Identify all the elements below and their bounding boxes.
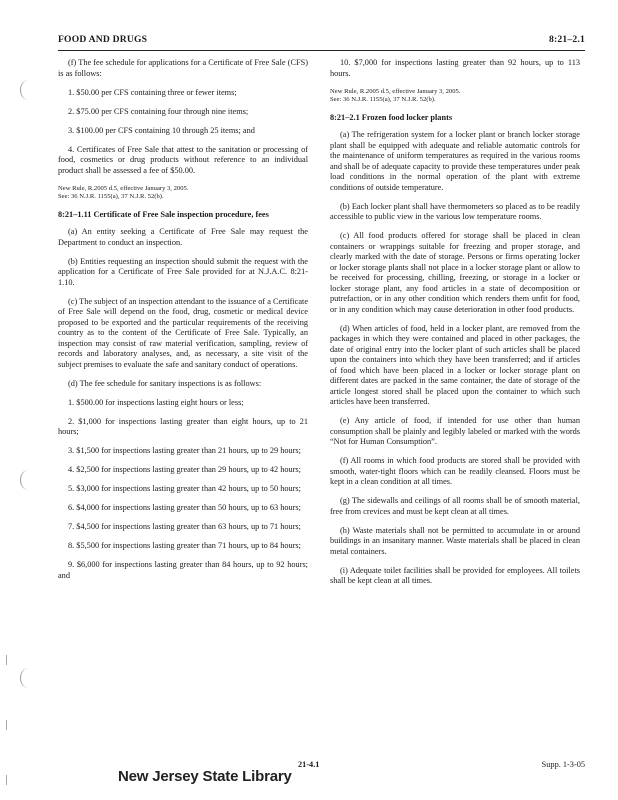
paragraph: (e) Any article of food, if intended for use other than human consumption shall be plainly and legibly labeled or marked with the words “Not for Human Consumption”. <box>330 416 580 447</box>
hole-punch-mark <box>20 668 37 688</box>
paragraph: (a) The refrigeration system for a locker plant or branch locker storage plant shall be equipped with adequate and reliable automatic controls for the maintenance of uniform temperatures as required in the various rooms and shall be of adequate capacity to provide these temperatures under peak load conditions in the normal operation of the plant with extreme conditions of outside temperature. <box>330 130 580 192</box>
list-item: 6. $4,000 for inspections lasting greater than 50 hours, up to 63 hours; <box>68 503 301 513</box>
margin-tick <box>6 775 7 785</box>
header-title: FOOD AND DRUGS <box>58 34 148 45</box>
citation <box>58 185 308 201</box>
citation-line: New Rule, R.2005 d.5, effective January 3, 2005. <box>58 184 189 192</box>
paragraph: (f) All rooms in which food products are stored shall be provided with smooth, water-tight floors which can be readily cleansed. Floors must be kept in a clean condition at all times. <box>330 456 580 487</box>
list-item: 7. $4,500 for inspections lasting greater than 63 hours, up to 71 hours; <box>68 522 301 532</box>
citation-line: See: 36 N.J.R. 1155(a), 37 N.J.R. 52(b). <box>330 95 436 103</box>
list-item: 3. $100.00 per CFS containing 10 through 25 items; and <box>68 125 255 135</box>
citation-line: See: 36 N.J.R. 1155(a), 37 N.J.R. 52(b). <box>58 192 164 200</box>
header-rule <box>58 50 585 51</box>
list-item: 8. $5,500 for inspections lasting greater than 71 hours, up to 84 hours; <box>68 541 301 551</box>
supplement-date: Supp. 1-3-05 <box>541 760 585 769</box>
list-item: 2. $75.00 per CFS containing four through nine items; <box>68 106 249 116</box>
paragraph: (d) When articles of food, held in a locker plant, are removed from the packages in which they were contained and placed in other packages, the date of original entry into the locker plant of such articles shall be placed upon the containers into which they have been transferred; and if articles of food which have been placed in a locker or locker storage plant on different dates are packed in the same container, the date of storage of the article longest stored shall be placed upon the container to which such articles have been transferred. <box>330 323 580 407</box>
hole-punch-mark <box>20 470 37 490</box>
margin-tick <box>6 720 7 730</box>
list-item: 1. $50.00 per CFS containing three or fewer items; <box>68 87 237 97</box>
running-header <box>58 34 585 45</box>
hole-punch-mark <box>20 80 37 100</box>
paragraph: (b) Entities requesting an inspection should submit the request with the application for a Certificate of Free Sale provided for at N.J.A.C. 8:21-1.10. <box>58 256 308 287</box>
list-item: 4. $2,500 for inspections lasting greater than 29 hours, up to 42 hours; <box>68 465 301 475</box>
paragraph: (d) The fee schedule for sanitary inspections is as follows: <box>68 378 262 388</box>
list-item: 9. $6,000 for inspections lasting greater than 84 hours, up to 92 hours; and <box>58 560 308 580</box>
list-item: 3. $1,500 for inspections lasting greater than 21 hours, up to 29 hours; <box>68 446 301 456</box>
header-section: 8:21–2.1 <box>549 34 585 45</box>
left-column <box>58 58 308 590</box>
section-heading: 8:21–2.1 Frozen food locker plants <box>330 112 453 122</box>
library-stamp: New Jersey State Library <box>118 768 292 785</box>
paragraph: (i) Adequate toilet facilities shall be provided for employees. All toilets shall be kept clean at all times. <box>330 565 580 586</box>
paragraph: (a) An entity seeking a Certificate of Free Sale may request the Department to conduct an inspection. <box>58 227 308 247</box>
citation-line: New Rule, R.2005 d.5, effective January 3, 2005. <box>330 87 461 95</box>
paragraph: (c) The subject of an inspection attendant to the issuance of a Certificate of Free Sale will depend on the food, drug, cosmetic or medical device proposed to be exported and the particular requirements of the receiving country as to the content of the Certificate of Free Sale. Typically, an inspection may consist of raw material verification, sampling, review of records and laboratory analyses, and, as necessary, a site visit of the subject premises to evaluate the safe and sanitary conduct of operations. <box>58 296 308 369</box>
paragraph: (h) Waste materials shall not be permitted to accumulate in or around buildings in an insanitary manner. Waste materials shall be placed in clean metal containers. <box>330 525 580 556</box>
page-number: 21-4.1 <box>298 760 320 769</box>
list-item: 5. $3,000 for inspections lasting greater than 42 hours, up to 50 hours; <box>68 484 301 494</box>
list-item: 10. $7,000 for inspections lasting greater than 92 hours, up to 113 hours. <box>330 58 580 78</box>
paragraph: (b) Each locker plant shall have thermometers so placed as to be readily accessible to public view in the various low temperature rooms. <box>330 201 580 222</box>
list-item: 2. $1,000 for inspections lasting greater than eight hours, up to 21 hours; <box>58 416 308 437</box>
paragraph: (f) The fee schedule for applications for a Certificate of Free Sale (CFS) is as follows: <box>58 58 308 78</box>
citation <box>330 88 580 104</box>
paragraph: (c) All food products offered for storage shall be placed in clean containers or wrappings suitable for freezing and proper storage, and clearly marked with the date of storage. Persons or firms operating locker or locker storage plants shall not place in a locker storage plant or allow to be received for processing, chilling, freezing, or storage in a locker or locker storage plant, any food articles in a state of decomposition or putrefaction, or in any other condition which renders them unfit for food, or in any condition which may cause deterioration in other food products. <box>330 231 580 314</box>
section-heading: 8:21–1.11 Certificate of Free Sale inspection procedure, fees <box>58 209 269 219</box>
right-column <box>330 58 580 595</box>
list-item: 4. Certificates of Free Sale that attest to the sanitation or processing of food, cosmetics or drug products without reference to an individual product shall be assessed a fee of $50.00. <box>58 144 308 175</box>
paragraph: (g) The sidewalls and ceilings of all rooms shall be of smooth material, free from crevices and must be kept clean at all times. <box>330 496 580 516</box>
list-item: 1. $500.00 for inspections lasting eight hours or less; <box>68 397 244 407</box>
margin-tick <box>6 655 7 665</box>
